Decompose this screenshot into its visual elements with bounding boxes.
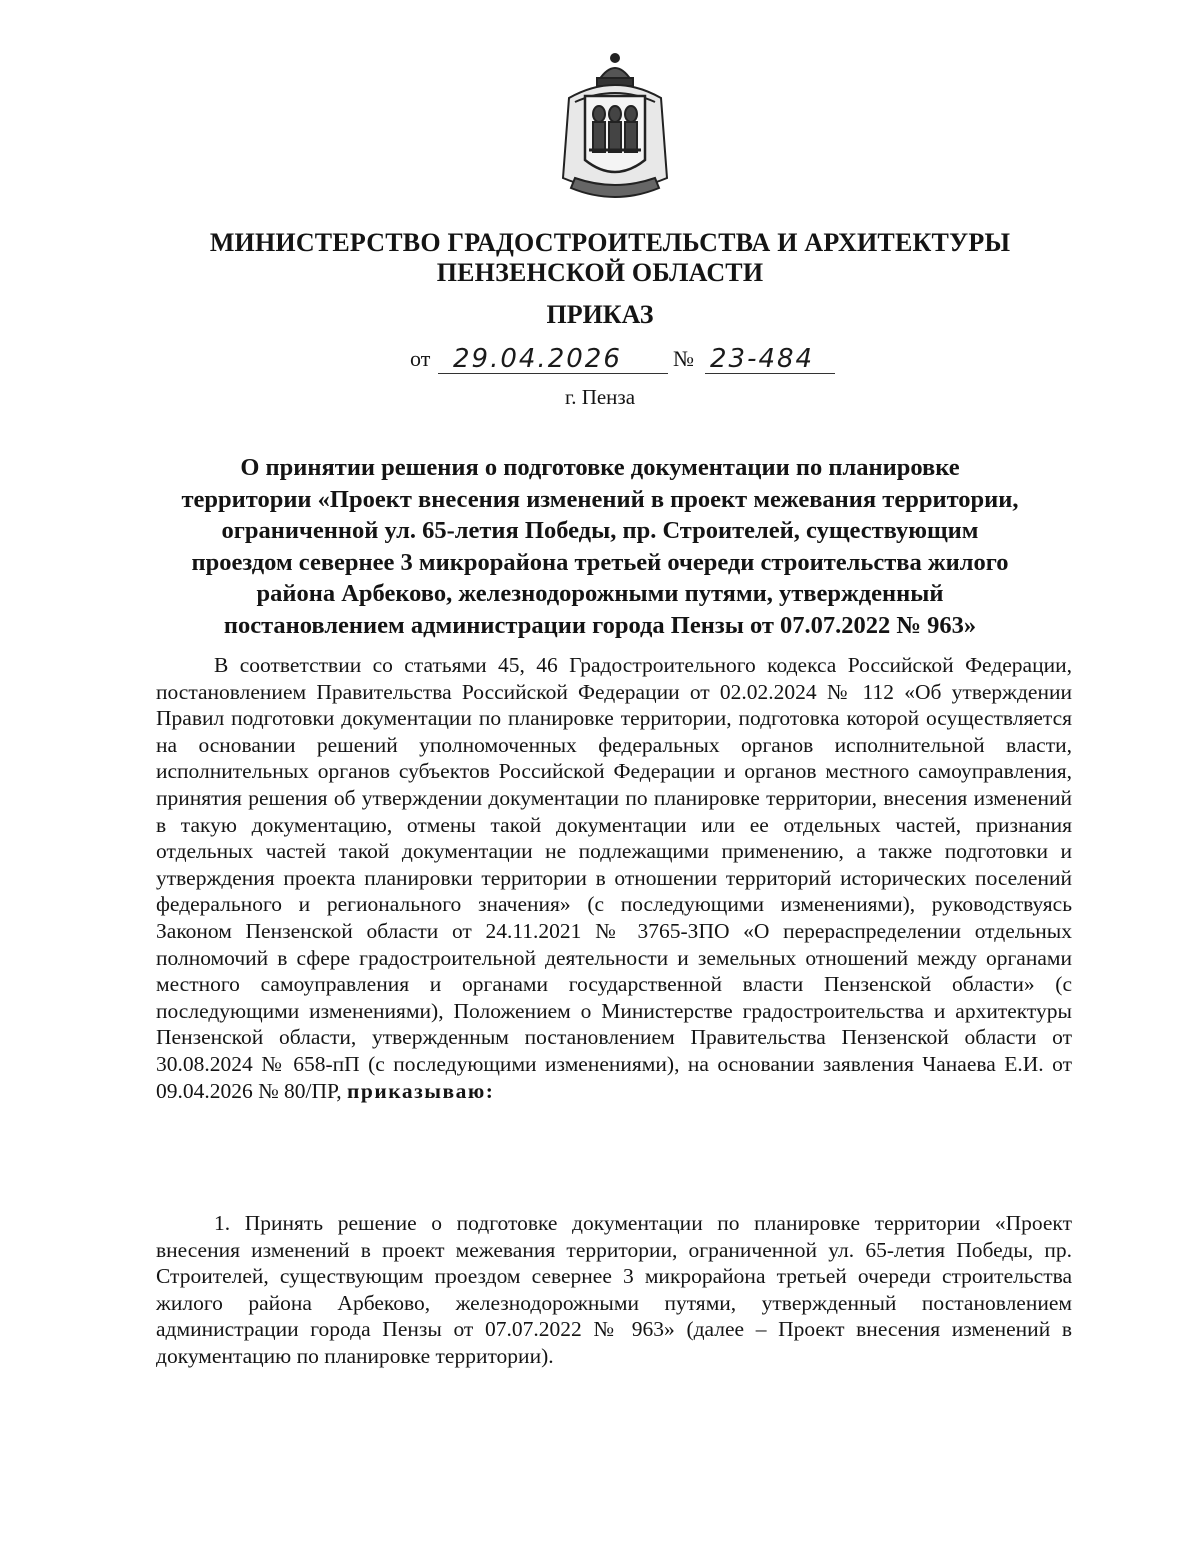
handwritten-number: 23-484	[710, 344, 815, 374]
preamble-text: В соответствии со статьями 45, 46 Градостроительного кодекса Российской Федерации, постановлением Правительства Российской Федерации от 02.02.2024 № 112 «Об утверждении Правил подготовки документации по планировке территории, подготовка которой осуществляется на основании решений уполномоченных федеральных органов исполнительной власти, исполнительных органов субъектов Российской Федерации и органов местного самоуправления, принятия решения об утверждении документации по планировке территории, внесения изменений в такую документацию, отмены такой документации или ее отдельных частей, признания отдельных частей такой документации не подлежащими применению, а также подготовки и утверждения проекта планировки территории в отношении территорий исторических поселений федерального и регионального значения» (с последующими изменениями), руководствуясь Законом Пензенской области от 24.11.2021 № 3765-ЗПО «О перераспределении отдельных полномочий в сфере градостроительной деятельности и земельных отношений между органами местного самоуправления и органами государственной власти Пензенской области» (с последующими изменениями), Положением о Министерстве градостроительства и архитектуры Пензенской области, утвержденным постановлением Правительства Пензенской области от 30.08.2024 № 658-пП (с последующими изменениями), на основании заявления Чанаева Е.И. от 09.04.2026 № 80/ПР,	[156, 653, 1072, 1103]
number-prefix-label: №	[673, 346, 694, 371]
subject-line: района Арбеково, железнодорожными путями, утвержденный	[256, 580, 944, 607]
subject-line: О принятии решения о подготовке документации по планировке	[240, 454, 960, 481]
preamble-paragraph	[156, 652, 1072, 1104]
subject-line: территории «Проект внесения изменений в проект межевания территории,	[181, 485, 1019, 513]
ministry-name-line2: ПЕНЗЕНСКОЙ ОБЛАСТИ	[436, 258, 764, 287]
subject-line: ограниченной ул. 65-летия Победы, пр. Строителей, существующим	[221, 517, 979, 544]
decree-word: приказываю:	[347, 1078, 495, 1103]
order-subject-heading	[150, 452, 1050, 641]
city-name: г. Пенза	[564, 385, 636, 409]
ministry-name-line1: МИНИСТЕРСТВО ГРАДОСТРОИТЕЛЬСТВА И АРХИТЕКТУРЫ	[209, 228, 1011, 257]
subject-line: проездом севернее 3 микрорайона третьей очереди строительства жилого	[191, 548, 1009, 576]
document-type-title: ПРИКАЗ	[546, 300, 654, 329]
date-prefix-label: от	[410, 346, 431, 371]
order-date-number-line	[405, 342, 845, 378]
item-1-paragraph: 1. Принять решение о подготовке документации по планировке территории «Проект внесения изменений в проект межевания территории, ограниченной ул. 65-летия Победы, пр. Строителей, существующим проездом севернее 3 микрорайона третьей очереди строительства жилого района Арбеково, железнодорожными путями, утвержденный постановлением администрации города Пензы от 07.07.2022 № 963» (далее – Проект внесения изменений в документацию по планировке территории).	[156, 1211, 1072, 1368]
subject-line: постановлением администрации города Пензы от 07.07.2022 № 963»	[223, 611, 977, 639]
coat-of-arms-icon	[555, 50, 675, 202]
handwritten-date: 29.04.2026	[453, 344, 622, 374]
